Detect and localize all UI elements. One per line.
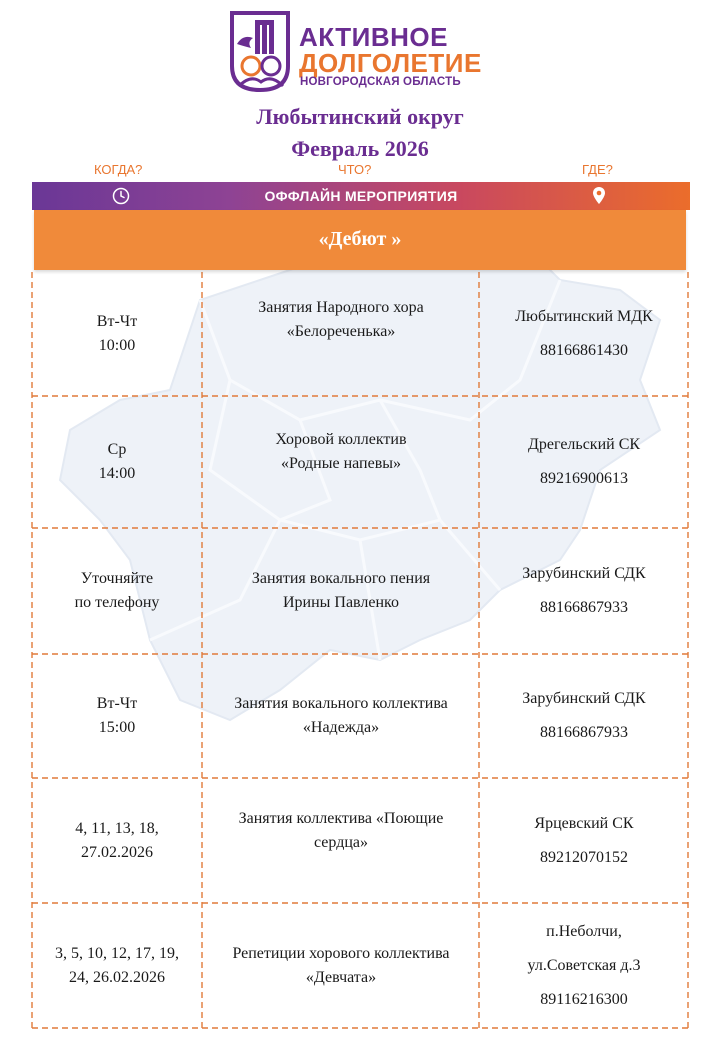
logo-line-2: ДОЛГОЛЕТИЕ xyxy=(299,48,482,78)
event-when: Уточняйте по телефону xyxy=(74,570,160,611)
event-where: Любытинский МДК 88166861430 xyxy=(515,308,653,359)
event-where: Ярцевский СК 89212070152 xyxy=(534,814,634,866)
event-what: Занятия коллектива «Поющие сердца» xyxy=(238,809,444,851)
event-when: Вт-Чт 10:00 xyxy=(96,313,138,354)
program-banner-label: «Дебют » xyxy=(318,228,402,250)
logo-line-3: НОВГОРОДСКАЯ ОБЛАСТЬ xyxy=(300,76,461,88)
column-header-when: КОГДА? xyxy=(94,162,143,177)
program-banner xyxy=(34,210,686,270)
offline-events-bar xyxy=(32,182,690,210)
page-title: Любытинский округ xyxy=(256,104,464,129)
event-what: Занятия Народного хора «Белореченька» xyxy=(258,299,424,340)
location-pin-icon xyxy=(592,186,606,205)
column-header-what: ЧТО? xyxy=(338,162,372,177)
event-where: п.Неболчи, ул.Советская д.3 89116216300 xyxy=(527,922,641,1008)
event-where: Зарубинский СДК 88166867933 xyxy=(522,565,646,616)
event-what: Хоровой коллектив «Родные напевы» xyxy=(275,431,407,472)
active-longevity-logo xyxy=(229,10,499,92)
event-what: Занятия вокального коллектива «Надежда» xyxy=(234,695,448,736)
event-when: Вт-Чт 15:00 xyxy=(96,695,138,736)
event-where: Дрегельский СК 89216900613 xyxy=(527,436,641,487)
event-what: Занятия вокального пения Ирины Павленко xyxy=(251,570,431,611)
page-subtitle: Февраль 2026 xyxy=(291,136,429,161)
event-what: Репетиции хорового коллектива «Девчата» xyxy=(232,944,450,986)
column-header-where: ГДЕ? xyxy=(582,162,613,177)
active-longevity-emblem-icon xyxy=(229,10,291,92)
event-when: 4, 11, 13, 18, 27.02.2026 xyxy=(75,819,159,861)
event-when: Ср 14:00 xyxy=(98,441,136,482)
logo-line-1: АКТИВНОЕ xyxy=(299,22,448,52)
event-where: Зарубинский СДК 88166867933 xyxy=(522,690,646,741)
event-when: 3, 5, 10, 12, 17, 19, 24, 26.02.2026 xyxy=(55,944,179,986)
offline-events-label: ОФФЛАЙН МЕРОПРИЯТИЯ xyxy=(264,188,458,204)
